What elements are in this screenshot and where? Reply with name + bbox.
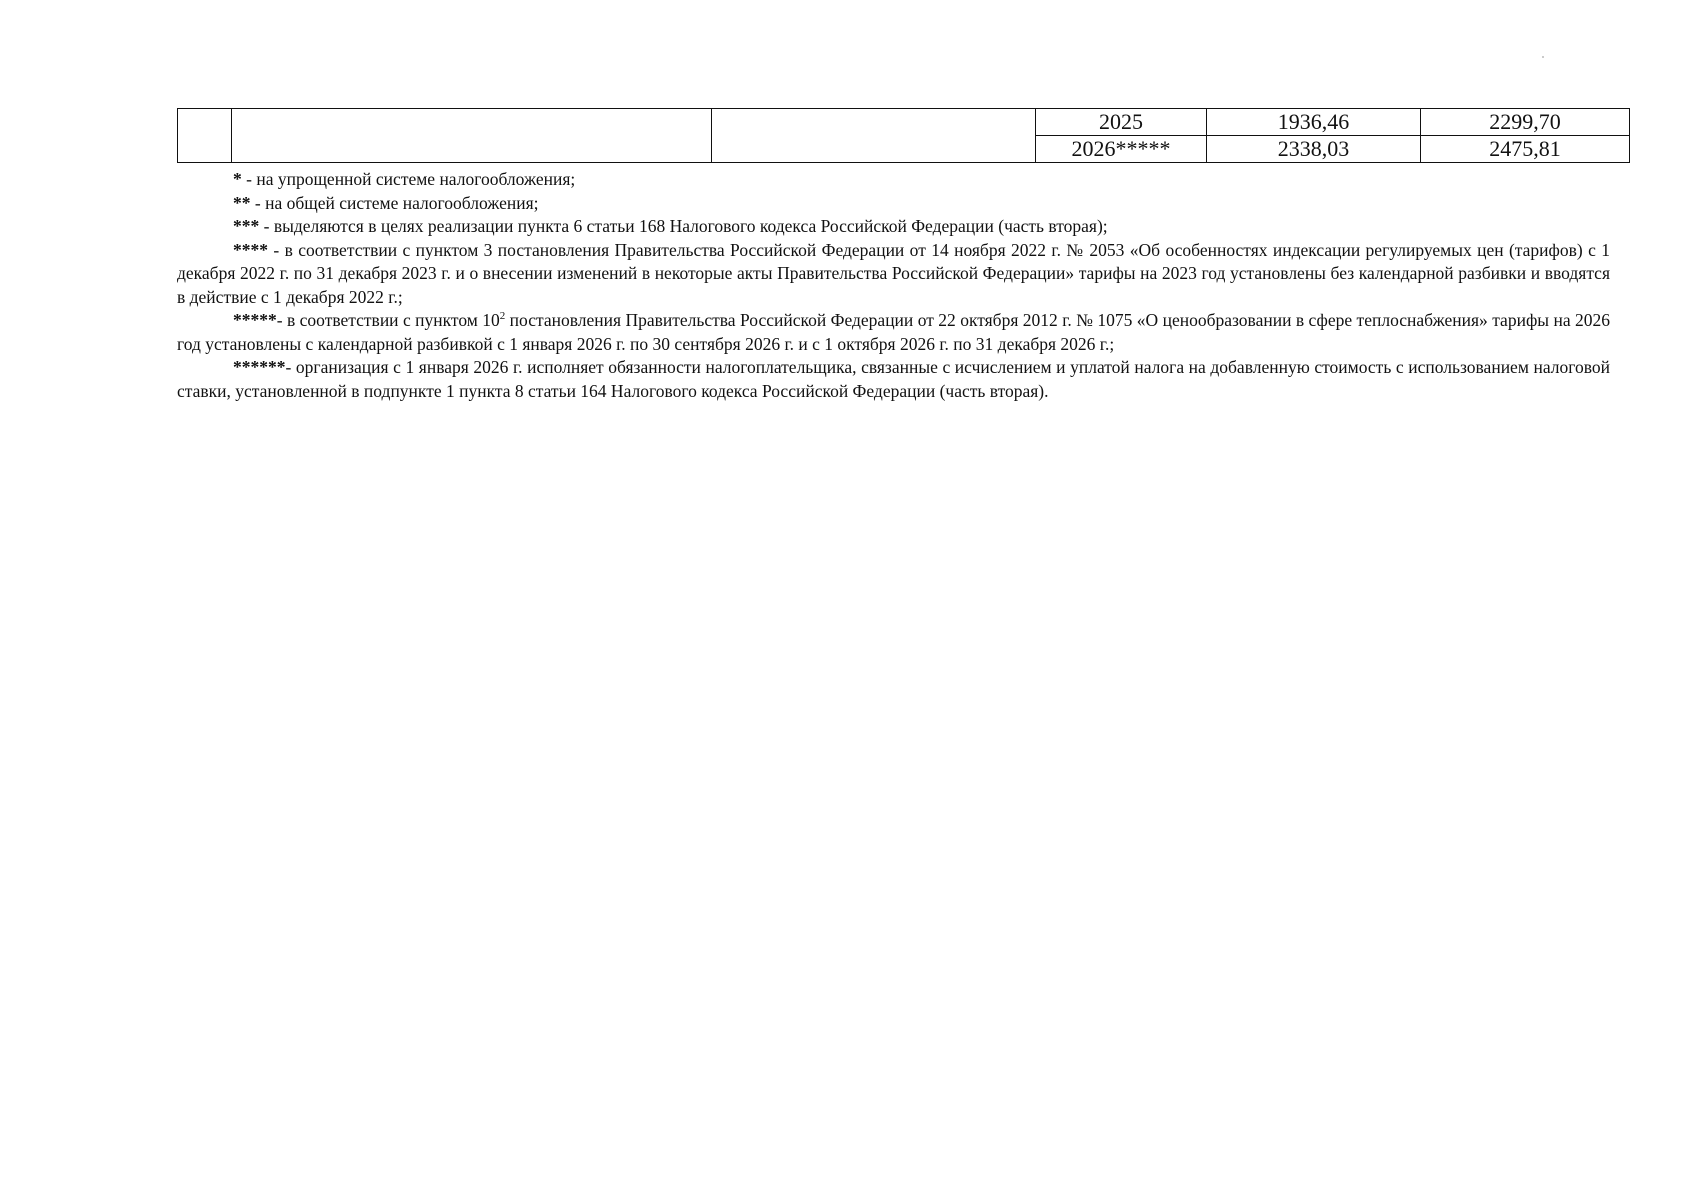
tariff-table: [177, 108, 1630, 163]
table-cell-value: 2338,03: [1207, 136, 1421, 163]
footnote-text: - в соответствии с пунктом 10: [276, 310, 500, 330]
table-cell-value: 2299,70: [1421, 109, 1630, 136]
table-cell-index: [178, 109, 232, 163]
footnote-superscript: 2: [499, 310, 506, 323]
footnote: [177, 356, 1610, 403]
table-cell-year: 2025: [1036, 109, 1207, 136]
footnote: [177, 215, 1610, 239]
footnote-text: - в соответствии с пунктом 3 постановления Правительства Российской Федерации от 14 ноября 2022 г. № 2053 «Об особенностях индексации регулируемых цен (тарифов) с 1 декабря 2022 г. по 31 декабря 2023 г. и о внесении изменений в некоторые акты Правительства Российской Федерации» тарифы на 2023 год установлены без календарной разбивки и вводятся в действие с 1 декабря 2022 г.;: [177, 239, 1610, 307]
table-cell-year: 2026*****: [1036, 136, 1207, 163]
footnote-text: постановления Правительства Российской Федерации от 22 октября 2012 г. № 1075 «О ценообразовании в сфере теплоснабжения» тарифы на 2026 год установлены с календарной разбивкой с 1 января 2026 г. по 30 сентября 2026 г. и с 1 октября 2026 г. по 31 декабря 2026 г.;: [177, 310, 1611, 354]
footnote-text: - на упрощенной системе налогообложения;: [241, 169, 576, 189]
footnote: [177, 239, 1610, 310]
table-row: [178, 109, 1630, 136]
footnote: [177, 168, 1610, 192]
footnotes: [177, 168, 1610, 403]
footnote-marker: ******: [233, 357, 286, 377]
table-cell-tariff-type: [712, 109, 1036, 163]
footnote: [177, 309, 1610, 356]
footnote-text: - на общей системе налогообложения;: [250, 192, 539, 213]
footnote-marker: **: [233, 192, 251, 213]
footnote-marker: *: [233, 169, 242, 189]
table-cell-value: 1936,46: [1207, 109, 1421, 136]
footnote-marker: *****: [233, 310, 277, 330]
table-cell-organization: [232, 109, 712, 163]
footnote: [177, 192, 1610, 216]
footnote-marker: ****: [233, 239, 268, 260]
footnote-text: - организация с 1 января 2026 г. исполняет обязанности налогоплательщика, связанные с исчислением и уплатой налога на добавленную стоимость с использованием налоговой ставки, установленной в подпункте 1 пункта 8 статьи 164 Налогового кодекса Российской Федерации (часть вторая).: [177, 357, 1610, 401]
footnote-text: - выделяются в целях реализации пункта 6 статьи 168 Налогового кодекса Российской Федерации (часть вторая);: [259, 216, 1108, 236]
scan-speck: [1542, 56, 1544, 58]
table-cell-value: 2475,81: [1421, 136, 1630, 163]
footnote-marker: ***: [233, 216, 260, 236]
